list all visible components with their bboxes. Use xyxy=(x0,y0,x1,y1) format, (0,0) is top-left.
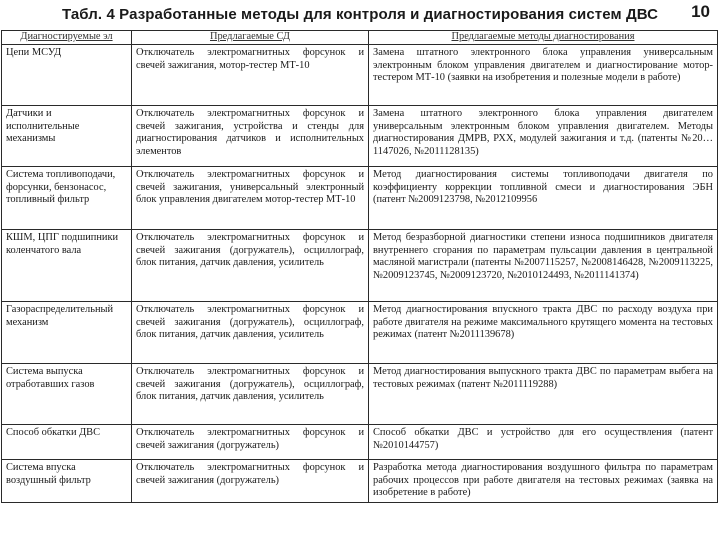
table-row xyxy=(2,167,718,230)
table-row xyxy=(2,230,718,302)
cell-element: Система топливоподачи, форсунки, бензонасос, топливный фильтр xyxy=(2,167,132,230)
column-header-methods: Предлагаемые методы диагностирования xyxy=(369,31,718,45)
table-row xyxy=(2,425,718,460)
cell-methods: Метод диагностирования впускного тракта ДВС по расходу воздуха при работе двигателя на режиме максимального крутящего момента на тестовых режимах (патент №2011139678) xyxy=(369,302,718,364)
table-row xyxy=(2,45,718,106)
table-row xyxy=(2,460,718,503)
cell-tools: Отключатель электромагнитных форсунок и свечей зажигания, устройства и стенды для диагностирования датчиков и исполнительных элементов xyxy=(132,106,369,167)
cell-element: Датчики и исполнительные механизмы xyxy=(2,106,132,167)
table-header-row xyxy=(2,31,718,45)
cell-tools: Отключатель электромагнитных форсунок и свечей зажигания, мотор-тестер МТ-10 xyxy=(132,45,369,106)
cell-element: Цепи МСУД xyxy=(2,45,132,106)
column-header-element: Диагностируемые эл xyxy=(2,31,132,45)
cell-element: Газораспределительный механизм xyxy=(2,302,132,364)
page-number: 10 xyxy=(691,2,710,21)
cell-methods: Разработка метода диагностирования воздушного фильтра по параметрам рабочих процессов при работе двигателя на тестовых режимах (заявка на изобретение в работе) xyxy=(369,460,718,503)
cell-methods: Метод диагностирования выпускного тракта ДВС по параметрам выбега на тестовых режимах (патент №2011119288) xyxy=(369,364,718,425)
table-row xyxy=(2,106,718,167)
column-header-tools: Предлагаемые СД xyxy=(132,31,369,45)
cell-tools: Отключатель электромагнитных форсунок и свечей зажигания (догружатель), осциллограф, блок питания, датчик давления, усилитель xyxy=(132,302,369,364)
cell-element: Система впуска воздушный фильтр xyxy=(2,460,132,503)
cell-tools: Отключатель электромагнитных форсунок и свечей зажигания (догружатель) xyxy=(132,460,369,503)
cell-element: Система выпуска отработавших газов xyxy=(2,364,132,425)
cell-methods: Метод диагностирования системы топливоподачи двигателя по коэффициенту коррекции топливной смеси и диагностирования ЭБН (патент №2009123798, №2012109956 xyxy=(369,167,718,230)
cell-methods: Способ обкатки ДВС и устройство для его осуществления (патент №2010144757) xyxy=(369,425,718,460)
cell-tools: Отключатель электромагнитных форсунок и свечей зажигания (догружатель) xyxy=(132,425,369,460)
cell-methods: Метод безразборной диагностики степени износа подшипников двигателя внутреннего сгорания по параметрам пульсации давления в центральной масляной магистрали (патенты №2007115257, №2008146428, №2009113225, №2009123745, №2009123720, №2010124493, №2011141374) xyxy=(369,230,718,302)
cell-methods: Замена штатного электронного блока управления универсальным электронным блоком управления двигателем и диагностирование мотор-тестером МТ-10 (заявки на изобретения и полезные модели в работе) xyxy=(369,45,718,106)
cell-element: Способ обкатки ДВС xyxy=(2,425,132,460)
cell-tools: Отключатель электромагнитных форсунок и свечей зажигания (догружатель), осциллограф, блок питания, датчик давления, усилитель xyxy=(132,230,369,302)
methods-table xyxy=(1,30,718,503)
table-row xyxy=(2,302,718,364)
table-title: Табл. 4 Разработанные методы для контроля и диагностирования систем ДВС xyxy=(61,6,659,23)
cell-tools: Отключатель электромагнитных форсунок и свечей зажигания, универсальный электронный блок управления двигателем мотор-тестер МТ-10 xyxy=(132,167,369,230)
table-row xyxy=(2,364,718,425)
cell-tools: Отключатель электромагнитных форсунок и свечей зажигания (догружатель), осциллограф, блок питания, датчик давления, усилитель xyxy=(132,364,369,425)
cell-methods: Замена штатного электронного блока управления двигателем универсальным электронным блоком управления двигателем. Методы диагностирования ДМРВ, РХХ, модулей зажигания и т.д. (патенты №20…1147026, №2011128135) xyxy=(369,106,718,167)
cell-element: КШМ, ЦПГ подшипники коленчатого вала xyxy=(2,230,132,302)
